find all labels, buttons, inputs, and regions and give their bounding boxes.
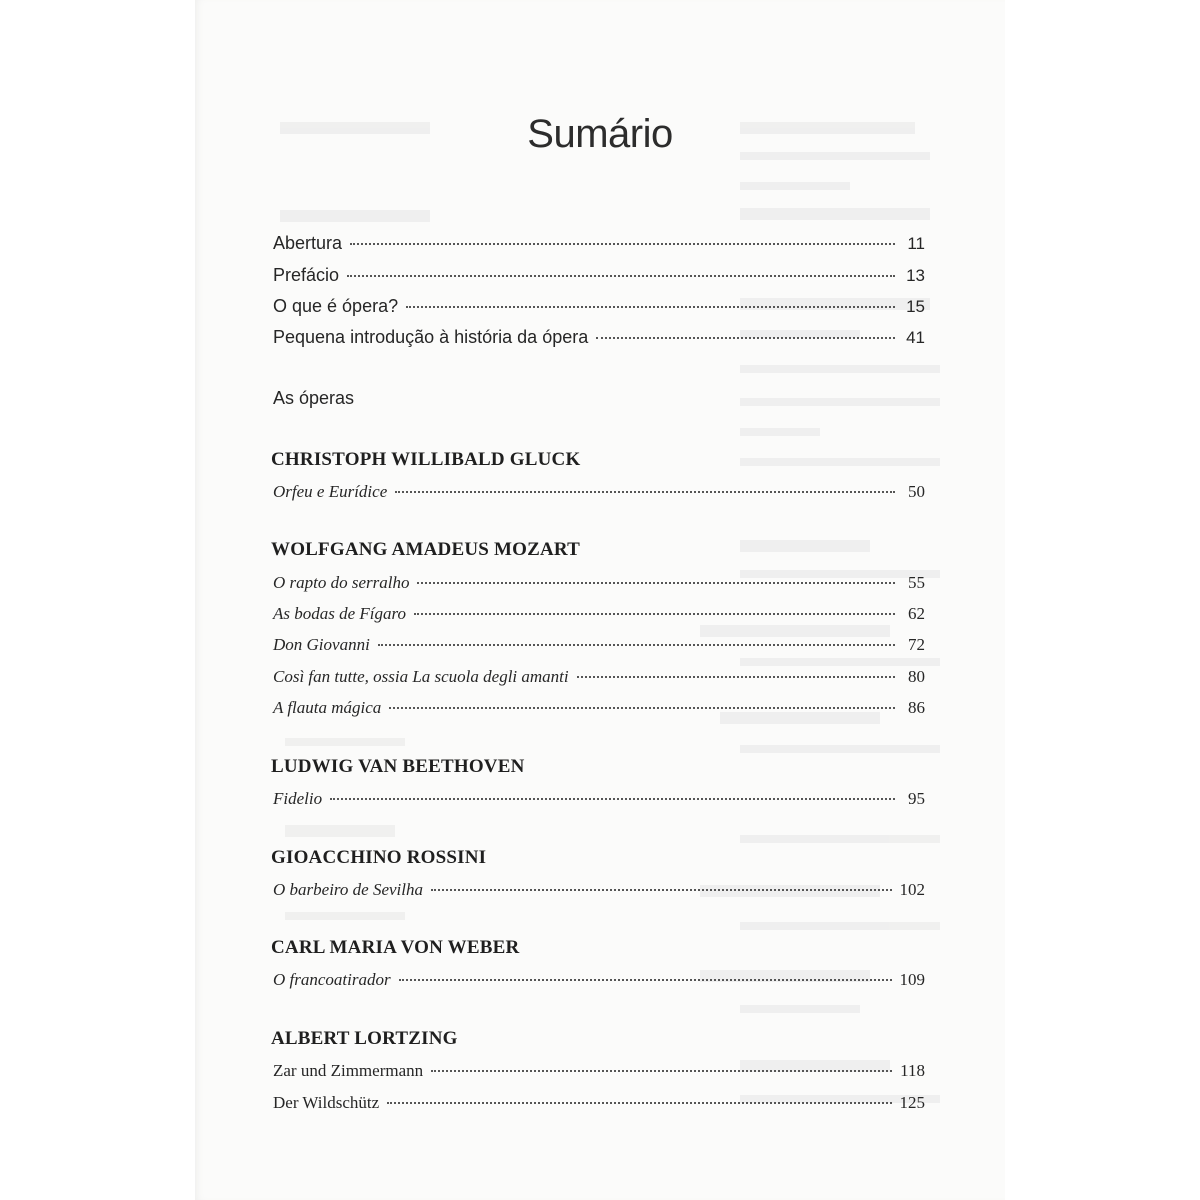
dot-leader (347, 275, 895, 277)
composer-heading-lortzing: ALBERT LORTZING (271, 1028, 458, 1049)
toc-entry-fidelio[interactable] (273, 789, 925, 809)
dot-leader (330, 798, 895, 800)
toc-entry-der-wildschutz[interactable] (273, 1093, 925, 1113)
toc-page-number: 80 (908, 667, 925, 686)
opera-title: Don Giovanni (273, 635, 370, 654)
dot-leader (431, 889, 892, 891)
toc-entry-introducao[interactable] (273, 327, 925, 348)
toc-entry-label: Pequena introdução à história da ópera (273, 327, 589, 347)
toc-page-number: 118 (900, 1061, 925, 1080)
dot-leader (395, 491, 895, 493)
opera-title: As bodas de Fígaro (273, 604, 407, 623)
dot-leader (378, 644, 895, 646)
toc-entry-cosi-fan-tutte[interactable] (273, 667, 925, 687)
dot-leader (577, 676, 895, 678)
toc-page-number: 55 (908, 573, 925, 592)
toc-page-number: 95 (908, 789, 925, 808)
toc-page-number: 72 (908, 635, 925, 654)
toc-page-number: 13 (906, 266, 925, 285)
dot-leader (387, 1102, 891, 1104)
toc-entry-orfeu[interactable] (273, 482, 925, 502)
toc-page-number: 86 (908, 698, 925, 717)
toc-page-number: 102 (899, 880, 925, 899)
composer-heading-rossini: GIOACCHINO ROSSINI (271, 847, 487, 868)
composer-heading-gluck: CHRISTOPH WILLIBALD GLUCK (271, 449, 581, 470)
page-title: Sumário (527, 112, 673, 156)
opera-title: Così fan tutte, ossia La scuola degli amanti (273, 667, 569, 686)
toc-entry-francoatirador[interactable] (273, 970, 925, 990)
opera-title: Der Wildschütz (273, 1093, 380, 1112)
show-through-texture (195, 0, 1005, 1200)
opera-title: O francoatirador (273, 970, 391, 989)
toc-page-number: 41 (906, 328, 925, 347)
toc-entry-label: Abertura (273, 233, 343, 253)
opera-title: Fidelio (273, 789, 323, 808)
composer-heading-beethoven: LUDWIG VAN BEETHOVEN (271, 756, 525, 777)
toc-entry-o-que-e-opera[interactable] (273, 296, 925, 317)
opera-title: A flauta mágica (273, 698, 382, 717)
opera-title: Zar und Zimmermann (273, 1061, 424, 1080)
book-page (195, 0, 1005, 1200)
opera-title: O barbeiro de Sevilha (273, 880, 423, 899)
toc-entry-prefacio[interactable] (273, 265, 925, 286)
composer-heading-weber: CARL MARIA VON WEBER (271, 937, 520, 958)
dot-leader (399, 979, 892, 981)
composer-heading-mozart: WOLFGANG AMADEUS MOZART (271, 539, 580, 560)
dot-leader (350, 243, 895, 245)
toc-page-number: 50 (908, 482, 925, 501)
dot-leader (417, 582, 895, 584)
toc-page-number: 15 (906, 297, 925, 316)
dot-leader (406, 306, 895, 308)
toc-entry-rapto[interactable] (273, 573, 925, 593)
toc-page-number: 109 (899, 970, 925, 989)
dot-leader (389, 707, 895, 709)
toc-page-number: 11 (907, 234, 925, 253)
toc-page-number: 62 (908, 604, 925, 623)
opera-title: Orfeu e Eurídice (273, 482, 388, 501)
dot-leader (414, 613, 895, 615)
section-heading-as-operas: As óperas (273, 388, 355, 408)
toc-entry-zar-und-zimmermann[interactable] (273, 1061, 925, 1081)
opera-title: O rapto do serralho (273, 573, 410, 592)
dot-leader (431, 1070, 892, 1072)
toc-entry-label: O que é ópera? (273, 296, 399, 316)
toc-entry-flauta-magica[interactable] (273, 698, 925, 718)
toc-entry-don-giovanni[interactable] (273, 635, 925, 655)
toc-entry-barbeiro[interactable] (273, 880, 925, 900)
toc-entry-label: Prefácio (273, 265, 340, 285)
toc-page-number: 125 (899, 1093, 925, 1112)
toc-entry-abertura[interactable] (273, 233, 925, 254)
dot-leader (596, 337, 895, 339)
toc-entry-bodas[interactable] (273, 604, 925, 624)
